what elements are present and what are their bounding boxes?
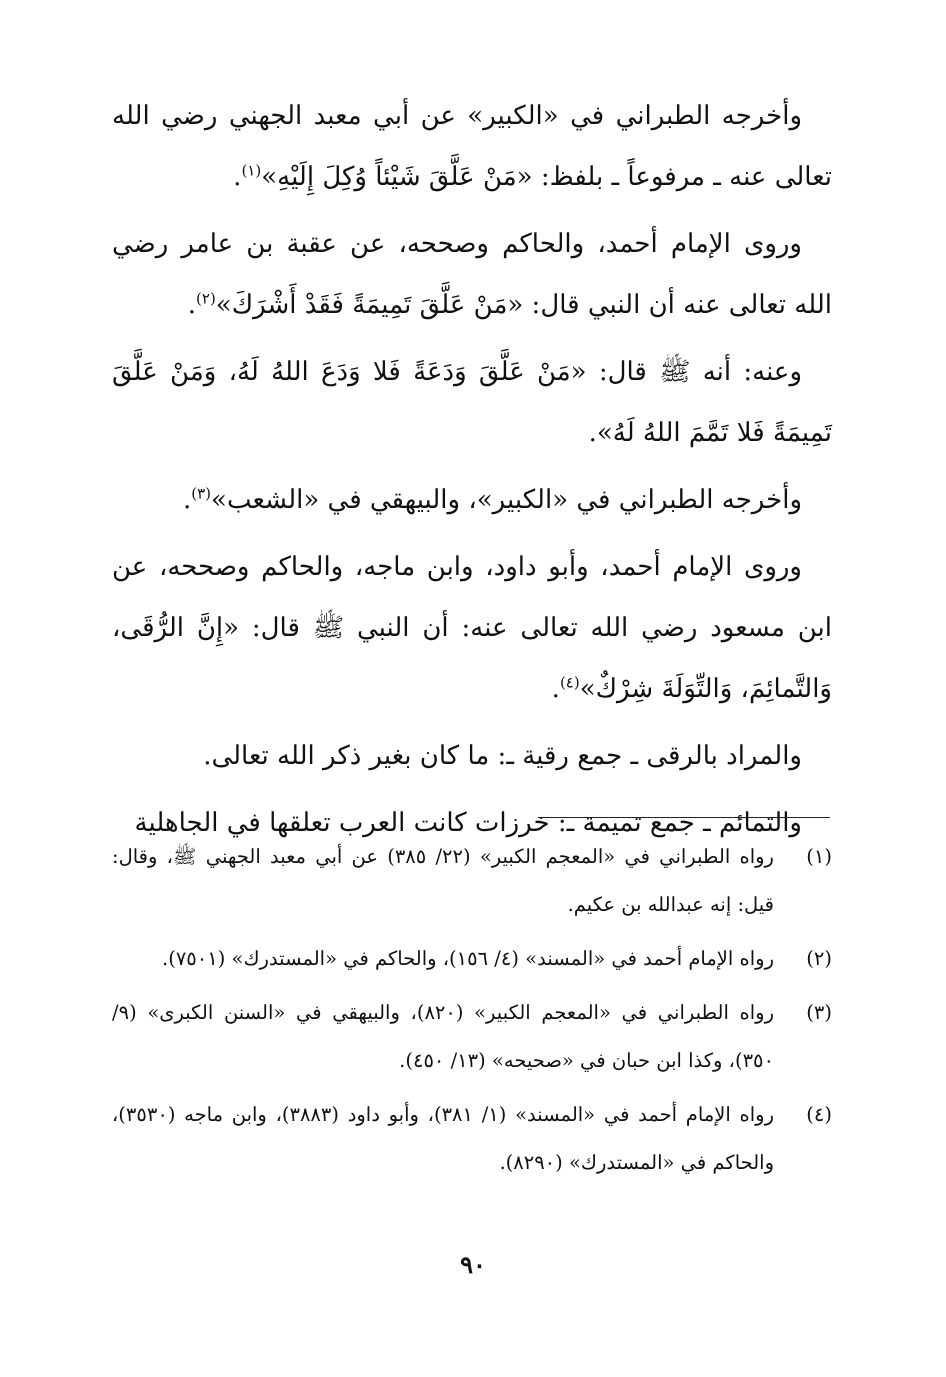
paragraph: والمراد بالرقى ـ جمع رقية ـ: ما كان بغير ذكر الله تعالى. bbox=[203, 741, 802, 771]
footnote-ref: (١) bbox=[241, 161, 262, 180]
footnotes bbox=[112, 833, 832, 1193]
paragraph: وأخرجه الطبراني في «الكبير» عن أبي معبد الجهني رضي الله تعالى عنه ـ مرفوعاً ـ بلفظ: «مَنْ عَلَّقَ شَيْئاً وُكِلَ إِلَيْهِ»$^{(١)}$. bbox=[112, 101, 832, 192]
paragraph: وروى الإمام أحمد، وأبو داود، وابن ماجه، والحاكم وصححه، عن ابن مسعود رضي الله تعالى عنه: أن النبي ﷺ قال: «إِنَّ الرُّقَى، وَالتَّمائِمَ، وَالتِّوَلَةَ شِرْكٌ»$^{(٤)}$. bbox=[112, 552, 832, 704]
footnote bbox=[112, 935, 832, 983]
footnote bbox=[112, 833, 832, 929]
footnote-number: (٣) bbox=[806, 1001, 832, 1024]
footnote-text: رواه الطبراني في «المعجم الكبير» (٢٢/ ٣٨٥) عن أبي معبد الجهني ﷺ، وقال: قيل: إنه عبدالله بن عكيم. bbox=[112, 845, 774, 916]
page-number: ٩٠ bbox=[460, 1250, 486, 1279]
footnote-text: رواه الإمام أحمد في «المسند» (١/ ٣٨١)، وأبو داود (٣٨٨٣)، وابن ماجه (٣٥٣٠)، والحاكم في «المستدرك» (٨٢٩٠). bbox=[112, 1103, 774, 1174]
footnote-ref: (٤) bbox=[559, 673, 580, 692]
footnote-ref: (٣) bbox=[191, 484, 212, 503]
footnote-number: (١) bbox=[806, 845, 832, 868]
main-text bbox=[112, 86, 832, 860]
footnote-text: رواه الطبراني في «المعجم الكبير» (٨٢٠)، والبيهقي في «السنن الكبرى» (٩/ ٣٥٠)، وكذا ابن حبان في «صحيحه» (١٣/ ٤٥٠). bbox=[112, 1001, 774, 1072]
footnote-ref: (٢) bbox=[196, 289, 216, 308]
paragraph: وعنه: أنه ﷺ قال: «مَنْ عَلَّقَ وَدَعَةً فَلا وَدَعَ اللهُ لَهُ، وَمَنْ عَلَّقَ تَمِيمَةً فَلا تَمَّمَ اللهُ لَهُ». bbox=[112, 357, 832, 448]
paragraph: وروى الإمام أحمد، والحاكم وصححه، عن عقبة بن عامر رضي الله تعالى عنه أن النبي قال: «مَنْ عَلَّقَ تَمِيمَةً فَقَدْ أَشْرَكَ»$^{(٢)}$. bbox=[112, 229, 832, 320]
footnote-divider bbox=[538, 817, 830, 818]
footnote bbox=[112, 1091, 832, 1187]
paragraph: والتمائم ـ جمع تميمة ـ: خرزات كانت العرب تعلقها في الجاهلية bbox=[134, 808, 802, 838]
footnote-number: (٢) bbox=[806, 947, 832, 970]
footnote-number: (٤) bbox=[806, 1103, 832, 1126]
footnote-text: رواه الإمام أحمد في «المسند» (٤/ ١٥٦)، والحاكم في «المستدرك» (٧٥٠١). bbox=[162, 947, 774, 970]
paragraph: وأخرجه الطبراني في «الكبير»، والبيهقي في «الشعب»$^{(٣)}$. bbox=[182, 484, 802, 515]
footnote bbox=[112, 989, 832, 1085]
